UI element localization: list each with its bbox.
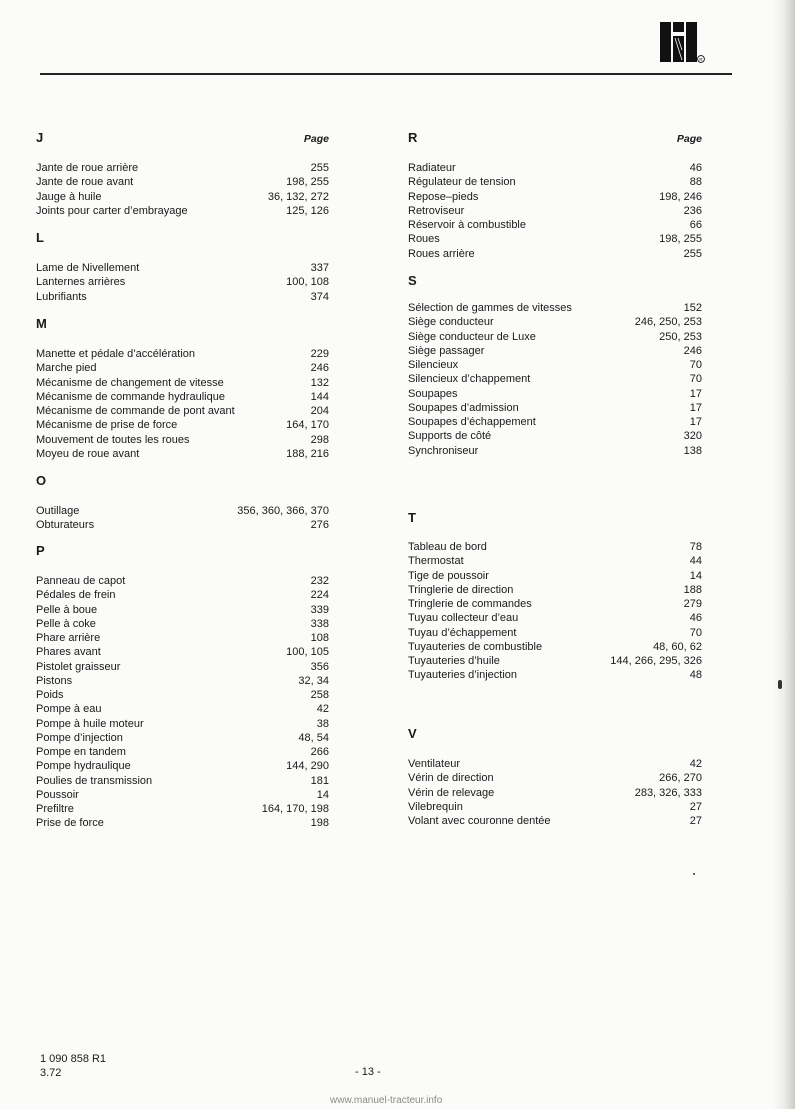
index-entry: Réservoir à combustible 66 — [408, 219, 702, 231]
index-entry: Poulies de transmission 181 — [36, 774, 329, 787]
index-entry: Jauge à huile 36, 132, 272 — [36, 190, 329, 203]
index-entry: Mécanisme de prise de force 164, 170 — [36, 419, 329, 432]
index-entry: Pistons 32, 34 — [36, 674, 329, 687]
section-letter: R — [408, 130, 418, 145]
index-entry: Roues 198, 255 — [408, 233, 702, 246]
section-letter: T — [408, 510, 416, 525]
index-entry: Soupapes 17 — [408, 387, 702, 400]
section-letter: S — [408, 273, 417, 288]
index-entry: Tuyau d’échappement 70 — [408, 626, 702, 639]
index-entry: Thermostat 44 — [408, 555, 702, 568]
index-entry: Poussoir 14 — [36, 788, 329, 801]
section-letter: P — [36, 543, 45, 558]
index-section-s — [408, 273, 702, 458]
index-entry: Vilebrequin 27 — [408, 800, 702, 813]
index-entry: Outillage 356, 360, 366, 370 — [36, 505, 329, 517]
index-entry: Prefiltre 164, 170, 198 — [36, 803, 329, 815]
index-entry: Tringlerie de direction 188 — [408, 583, 702, 596]
index-entry: Roues arrière 255 — [408, 247, 702, 260]
index-entry: Silencieux d’chappement 70 — [408, 373, 702, 386]
index-entry: Moyeu de roue avant 188, 216 — [36, 447, 329, 460]
index-entry: Siège conducteur de Luxe 250, 253 — [408, 330, 702, 343]
section-letter: O — [36, 473, 47, 488]
index-entry: Panneau de capot 232 — [36, 575, 329, 587]
index-entry: Tuyauteries d’injection 48 — [408, 669, 702, 682]
page-column-header: Page — [676, 133, 702, 145]
index-entry: Silencieux 70 — [408, 359, 702, 371]
section-letter: L — [36, 230, 44, 245]
index-entry: Lanternes arrières 100, 108 — [36, 276, 329, 289]
website-watermark: www.manuel-tracteur.info — [330, 1095, 443, 1106]
index-entry: Pompe à eau 42 — [36, 703, 329, 716]
index-entry: Lubrifiants 374 — [36, 290, 329, 303]
index-section-l — [36, 230, 329, 304]
index-entry: Vérin de direction 266, 270 — [408, 772, 702, 785]
index-entry: Jante de roue arrière 255 — [36, 162, 329, 174]
index-entry: Repose–pieds 198, 246 — [408, 190, 702, 203]
section-letter: V — [408, 726, 417, 741]
index-entry: Retroviseur 236 — [408, 204, 702, 217]
index-entry: Régulateur de tension 88 — [408, 176, 702, 189]
index-entry: Pelle à boue 339 — [36, 603, 329, 616]
index-entry: Jante de roue avant 198, 255 — [36, 176, 329, 189]
index-entry: Obturateurs 276 — [36, 519, 329, 532]
index-entry: Supports de côté 320 — [408, 430, 702, 443]
page-column-header: Page — [303, 133, 329, 145]
document-date: 3.72 — [40, 1067, 62, 1079]
header-rule — [40, 73, 732, 75]
index-entry: Mécanisme de commande de pont avant 204 — [36, 405, 329, 417]
index-entry: Synchroniseur 138 — [408, 444, 702, 457]
index-section-v — [408, 726, 702, 828]
index-entry: Pelle à coke 338 — [36, 617, 329, 630]
index-entry: Pédales de frein 224 — [36, 589, 329, 602]
index-section-j — [36, 130, 329, 218]
index-entry: Poids 258 — [36, 689, 329, 701]
index-entry: Prise de force 198 — [36, 817, 329, 830]
index-entry: Pompe à huile moteur 38 — [36, 717, 329, 730]
index-entry: Pistolet graisseur 356 — [36, 660, 329, 673]
ih-logo-icon — [660, 22, 706, 68]
document-reference — [40, 1052, 106, 1080]
svg-text:R: R — [699, 57, 703, 62]
index-entry: Manette et pédale d’accélération 229 — [36, 348, 329, 360]
index-entry: Ventilateur 42 — [408, 758, 702, 770]
index-entry: Volant avec couronne dentée 27 — [408, 815, 702, 827]
index-entry: Pompe hydraulique 144, 290 — [36, 760, 329, 773]
index-entry: Tringlerie de commandes 279 — [408, 598, 702, 610]
index-entry: Radiateur 46 — [408, 162, 702, 174]
index-section-p — [36, 543, 329, 831]
index-entry: Phares avant 100, 105 — [36, 646, 329, 659]
index-entry: Sélection de gammes de vitesses 152 — [408, 302, 702, 314]
index-entry: Soupapes d’admission 17 — [408, 401, 702, 414]
index-entry: Vérin de relevage 283, 326, 333 — [408, 786, 702, 799]
index-entry: Pompe d’injection 48, 54 — [36, 731, 329, 744]
index-entry: Lame de Nivellement 337 — [36, 262, 329, 274]
scan-speck — [778, 680, 782, 689]
index-entry: Mouvement de toutes les roues 298 — [36, 433, 329, 446]
section-letter: M — [36, 316, 47, 331]
section-letter: J — [36, 130, 44, 145]
page-number: - 13 - — [355, 1066, 381, 1078]
index-entry: Soupapes d’échappement 17 — [408, 416, 702, 428]
index-entry: Siège passager 246 — [408, 344, 702, 357]
index-entry: Siège conducteur 246, 250, 253 — [408, 316, 702, 329]
index-section-m — [36, 316, 329, 461]
index-entry: Mécanisme de changement de vitesse 132 — [36, 376, 329, 389]
index-entry: Tableau de bord 78 — [408, 541, 702, 553]
index-entry: Joints pour carter d’embrayage 125, 126 — [36, 204, 329, 217]
scan-edge-shadow — [773, 0, 795, 1109]
index-section-r — [408, 130, 702, 261]
index-entry: Tuyauteries de combustible 48, 60, 62 — [408, 640, 702, 653]
index-entry: Pompe en tandem 266 — [36, 746, 329, 758]
index-entry: Phare arrière 108 — [36, 632, 329, 644]
index-entry: Tuyau collecteur d’eau 46 — [408, 612, 702, 625]
index-entry: Marche pied 246 — [36, 362, 329, 375]
document-number: 1 090 858 R1 — [40, 1053, 107, 1065]
index-section-t — [408, 510, 702, 683]
index-entry: Tuyauteries d’huile 144, 266, 295, 326 — [408, 655, 702, 667]
index-entry: Mécanisme de commande hydraulique 144 — [36, 390, 329, 403]
scan-speck — [693, 873, 695, 875]
index-entry: Tige de poussoir 14 — [408, 569, 702, 582]
index-section-o — [36, 473, 329, 533]
